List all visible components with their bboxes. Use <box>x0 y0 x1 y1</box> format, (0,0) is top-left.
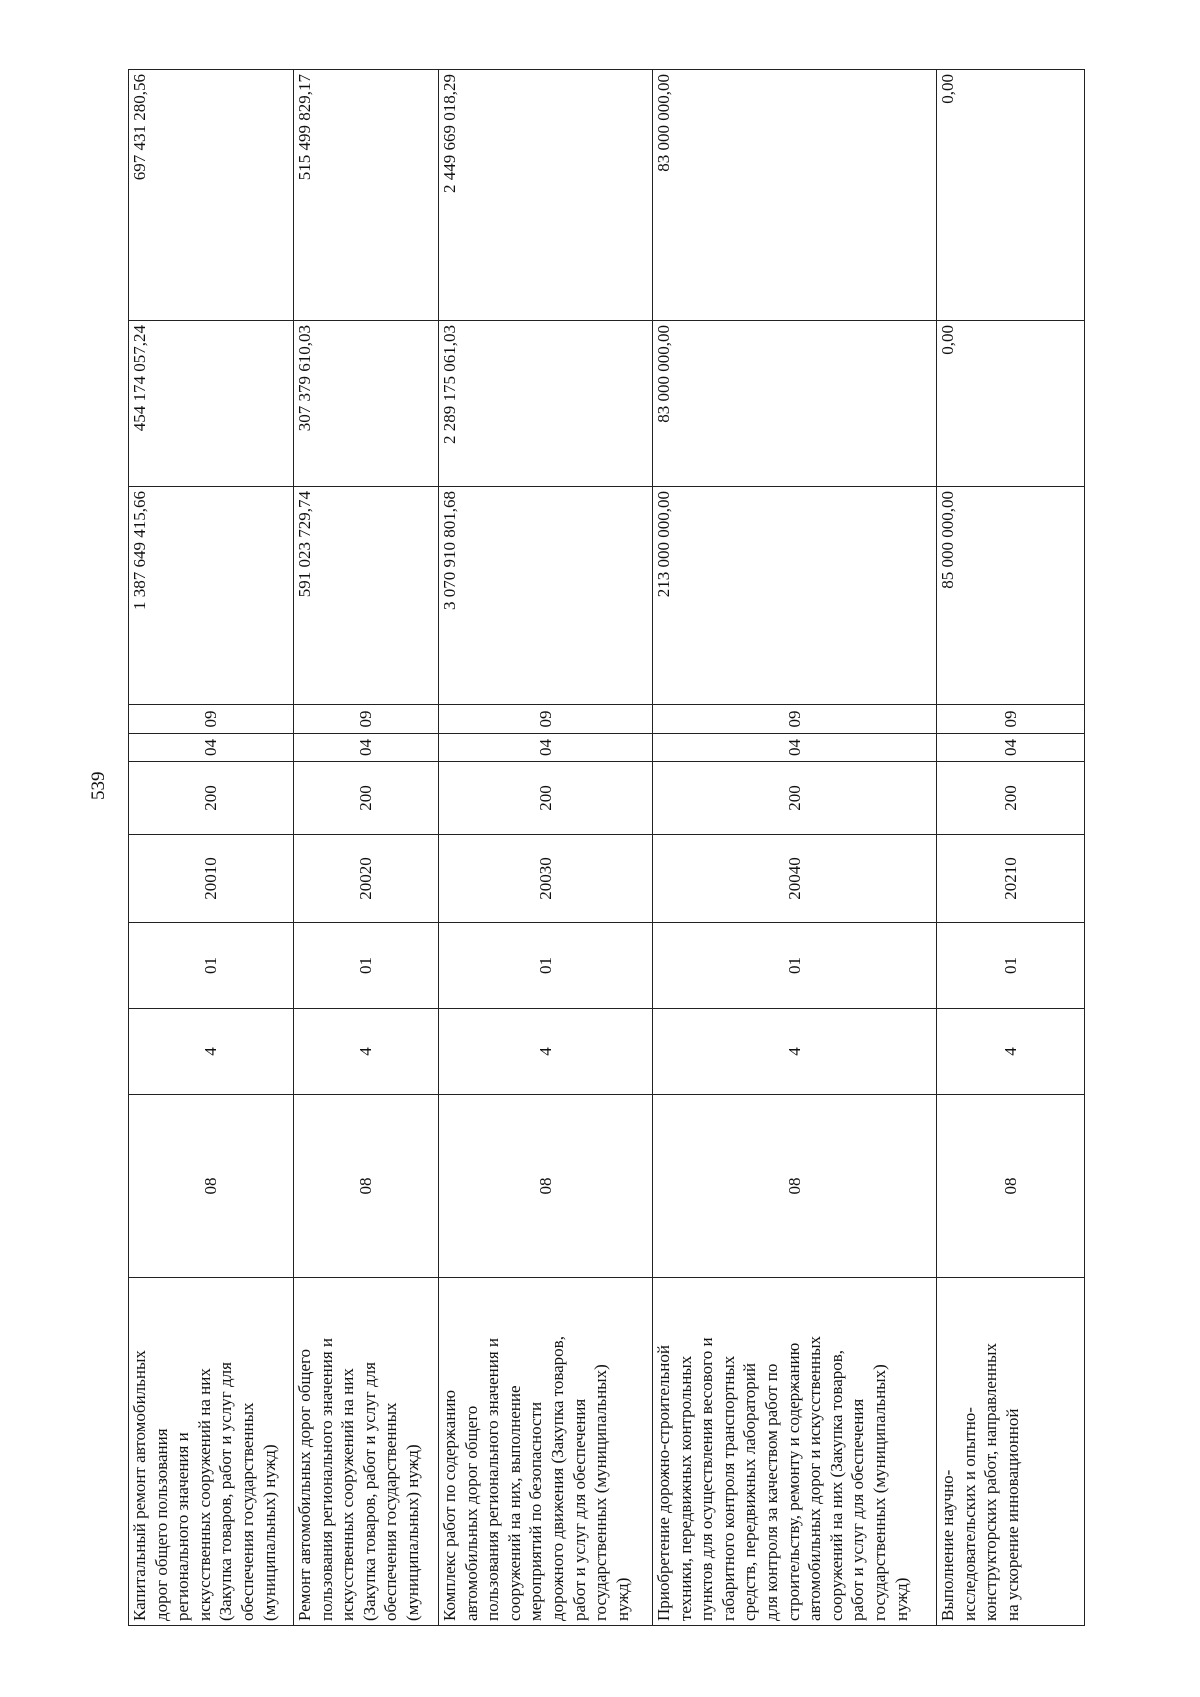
row-4-pp: 4 <box>653 1009 937 1095</box>
row-5-name: Выполнение научно- исследовательских и опытно- конструкторских работ, направленных на ускорение инновационной <box>937 1278 1085 1626</box>
row-2-pr: 09 <box>294 705 439 734</box>
row-5-year1: 85 000 000,00 <box>937 487 1085 705</box>
row-5-dir: 20210 <box>937 835 1085 923</box>
row-4-dir: 20040 <box>653 835 937 923</box>
row-4-om: 01 <box>653 923 937 1009</box>
row-1-pp: 4 <box>129 1009 294 1095</box>
row-3-name: Комплекс работ по содержанию автомобильных дорог общего пользования регионального значения и сооружений на них, выполнение мероприятий по безопасности дорожного движения (Закупка товаров, работ и услуг для обеспечения государственных (муниципальных) нужд) <box>439 1278 653 1626</box>
table-row <box>653 70 937 1626</box>
row-1-vr: 200 <box>129 762 294 835</box>
row-4-vr: 200 <box>653 762 937 835</box>
budget-table <box>128 69 1085 1626</box>
row-3-pr: 09 <box>439 705 653 734</box>
row-5-pr: 09 <box>937 705 1085 734</box>
row-3-vr: 200 <box>439 762 653 835</box>
rotated-table-wrapper <box>128 70 1084 1626</box>
page-number: 539 <box>88 771 109 800</box>
row-2-gp: 08 <box>294 1095 439 1278</box>
row-5-vr: 200 <box>937 762 1085 835</box>
row-2-om: 01 <box>294 923 439 1009</box>
row-2-vr: 200 <box>294 762 439 835</box>
row-4-gp: 08 <box>653 1095 937 1278</box>
row-4-rz: 04 <box>653 734 937 762</box>
row-4-name: Приобретение дорожно-строительной техники, передвижных контрольных пунктов для осуществления весового и габаритного контроля транспортных средств, передвижных лабораторий для контроля за качеством работ по строительству, ремонту и содержанию автомобильных дорог и искусственных сооружений на них (Закупка товаров, работ и услуг для обеспечения государственных (муниципальных) нужд) <box>653 1278 937 1626</box>
row-4-year3: 83 000 000,00 <box>653 70 937 321</box>
row-3-dir: 20030 <box>439 835 653 923</box>
row-1-gp: 08 <box>129 1095 294 1278</box>
row-4-year1: 213 000 000,00 <box>653 487 937 705</box>
row-1-year1: 1 387 649 415,66 <box>129 487 294 705</box>
table-row <box>439 70 653 1626</box>
row-2-dir: 20020 <box>294 835 439 923</box>
row-3-year3: 2 449 669 018,29 <box>439 70 653 321</box>
row-2-rz: 04 <box>294 734 439 762</box>
row-1-pr: 09 <box>129 705 294 734</box>
row-1-year3: 697 431 280,56 <box>129 70 294 321</box>
row-3-pp: 4 <box>439 1009 653 1095</box>
row-1-name: Капитальный ремонт автомобильных дорог общего пользования регионального значения и искусственных сооружений на них (Закупка товаров, работ и услуг для обеспечения государственных (муниципальных) нужд) <box>129 1278 294 1626</box>
row-1-om: 01 <box>129 923 294 1009</box>
row-2-pp: 4 <box>294 1009 439 1095</box>
row-1-dir: 20010 <box>129 835 294 923</box>
row-3-year2: 2 289 175 061,03 <box>439 321 653 487</box>
row-2-year2: 307 379 610,03 <box>294 321 439 487</box>
row-3-gp: 08 <box>439 1095 653 1278</box>
row-5-rz: 04 <box>937 734 1085 762</box>
row-2-year3: 515 499 829,17 <box>294 70 439 321</box>
row-5-gp: 08 <box>937 1095 1085 1278</box>
row-5-om: 01 <box>937 923 1085 1009</box>
table-row <box>937 70 1085 1626</box>
table-row <box>294 70 439 1626</box>
row-3-rz: 04 <box>439 734 653 762</box>
row-1-year2: 454 174 057,24 <box>129 321 294 487</box>
table-row <box>129 70 294 1626</box>
row-5-year3: 0,00 <box>937 70 1085 321</box>
row-3-om: 01 <box>439 923 653 1009</box>
row-2-year1: 591 023 729,74 <box>294 487 439 705</box>
row-5-pp: 4 <box>937 1009 1085 1095</box>
row-4-year2: 83 000 000,00 <box>653 321 937 487</box>
row-3-year1: 3 070 910 801,68 <box>439 487 653 705</box>
row-4-pr: 09 <box>653 705 937 734</box>
row-5-year2: 0,00 <box>937 321 1085 487</box>
row-1-rz: 04 <box>129 734 294 762</box>
row-2-name: Ремонт автомобильных дорог общего пользования регионального значения и искусственных сооружений на них (Закупка товаров, работ и услуг для обеспечения государственных (муниципальных) нужд) <box>294 1278 439 1626</box>
